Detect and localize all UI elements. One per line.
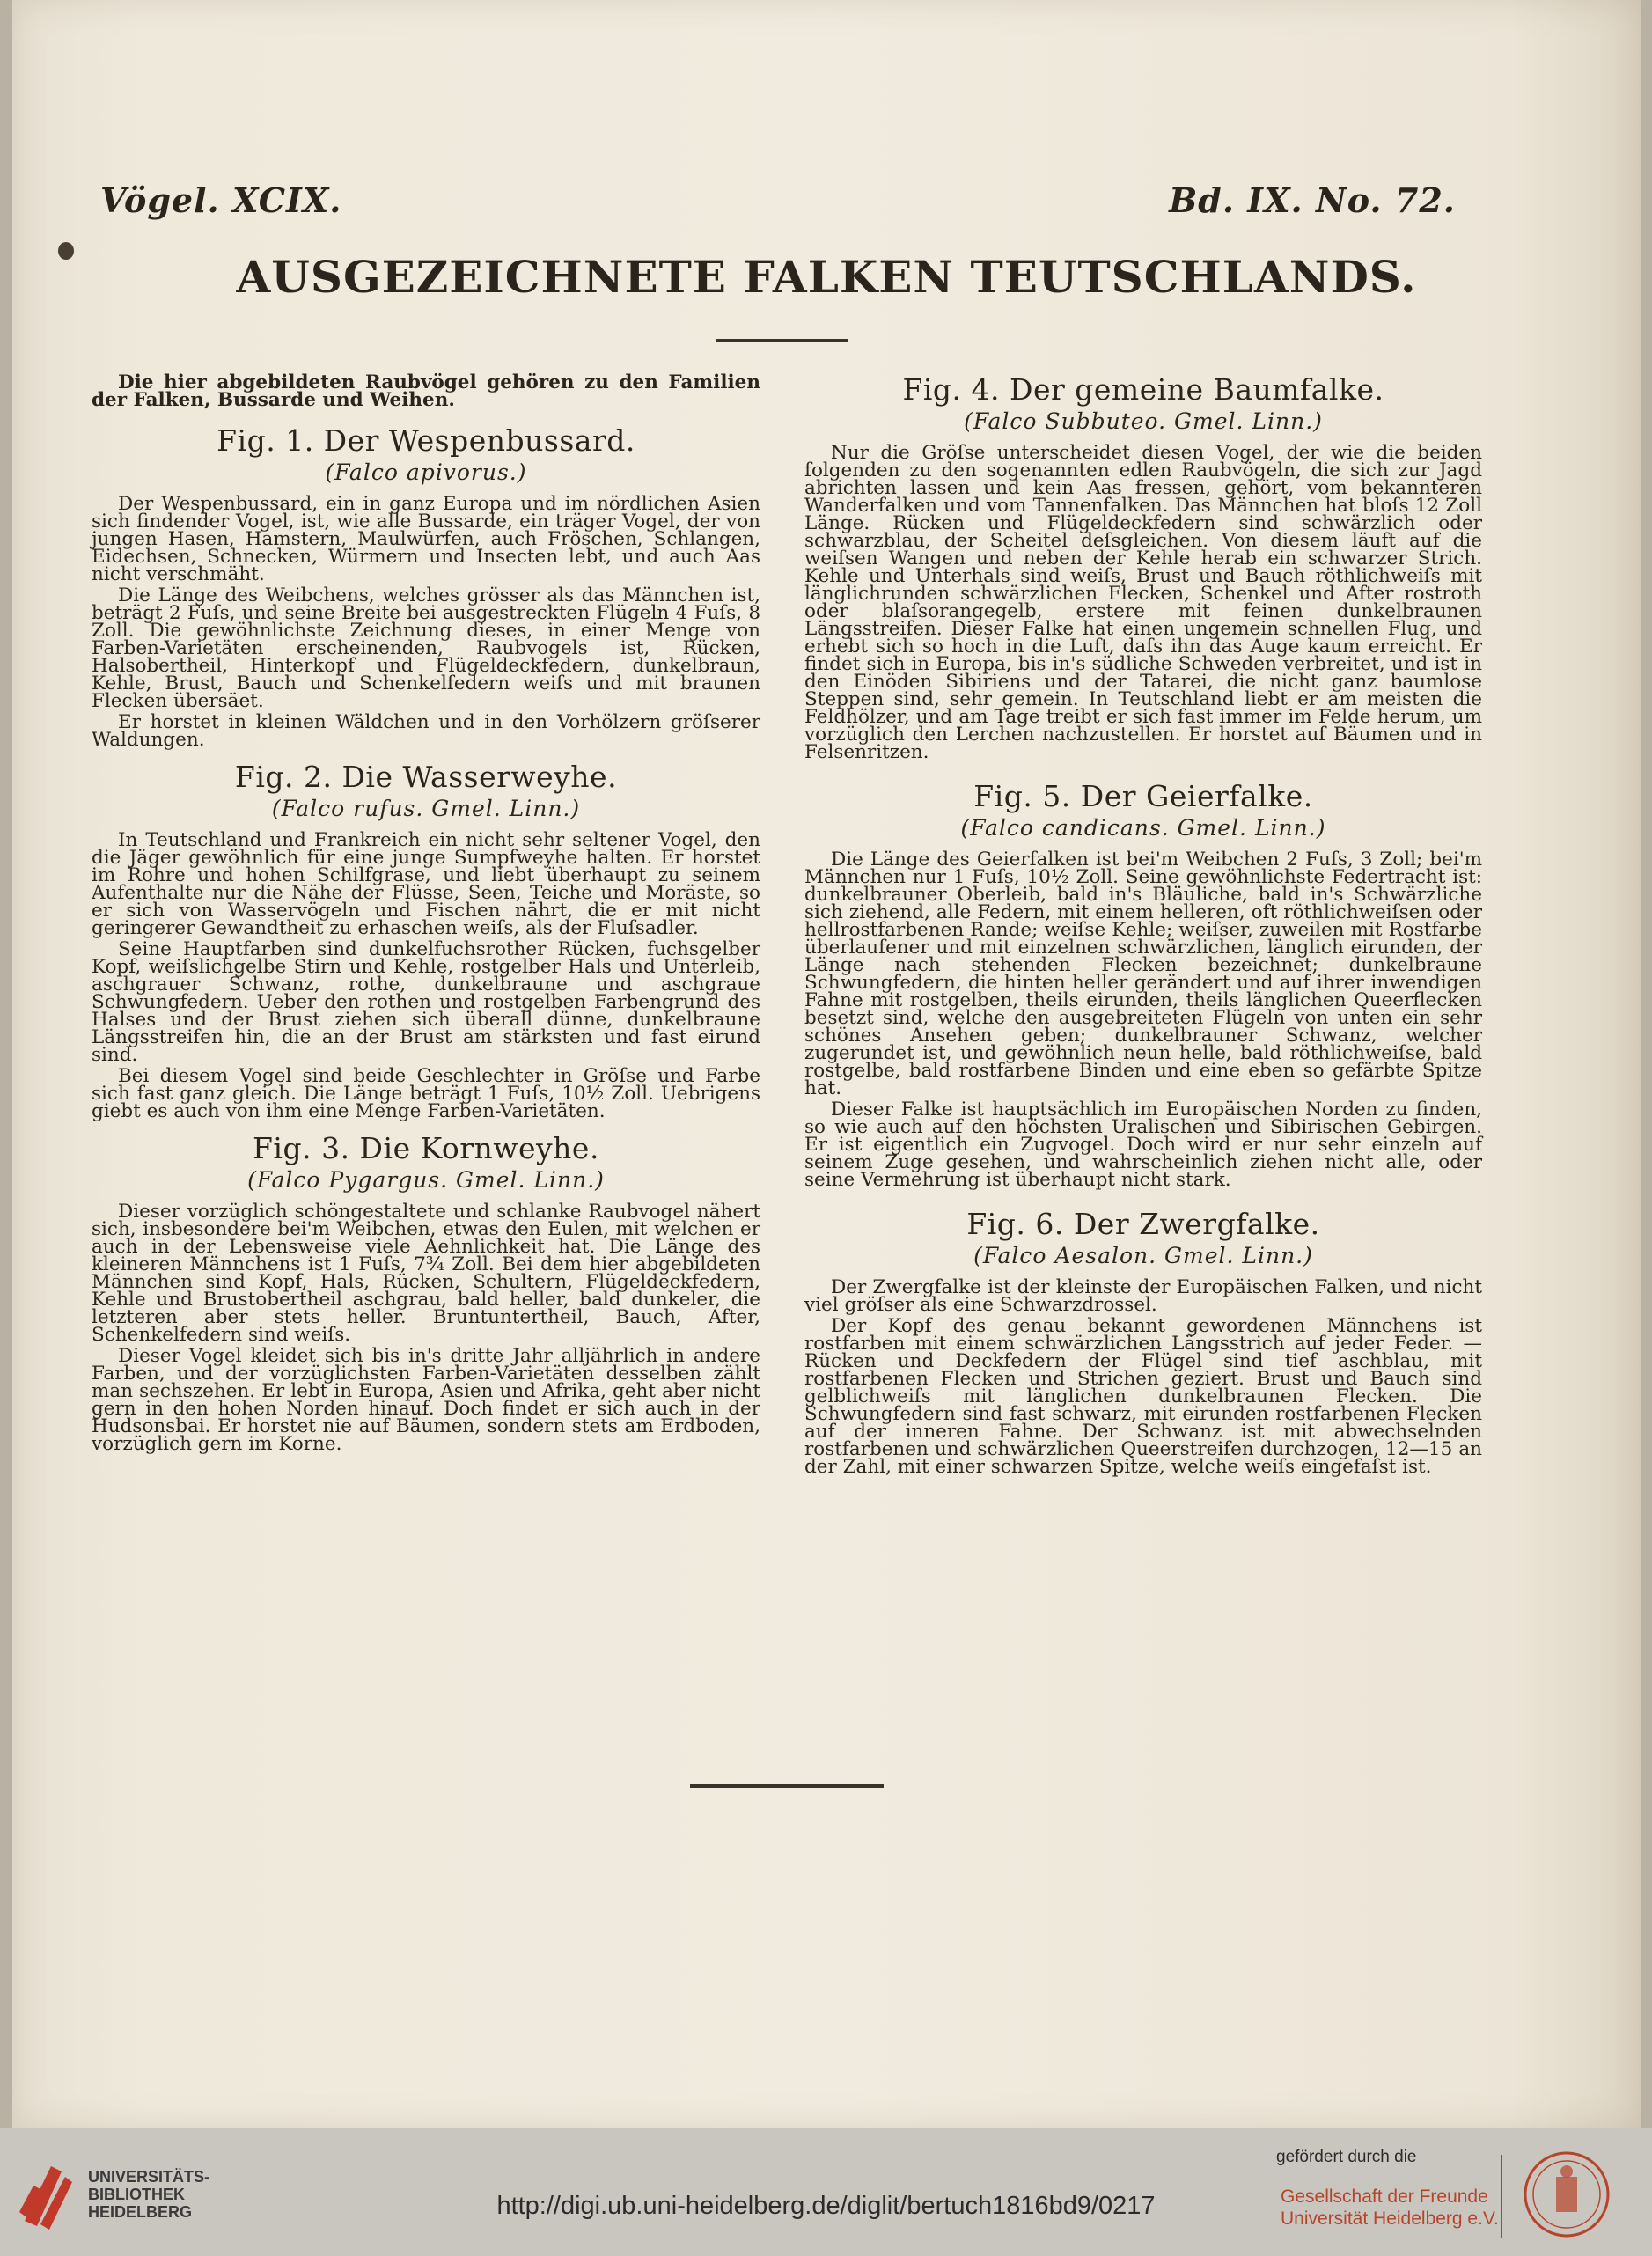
scanned-page xyxy=(12,0,1641,2128)
library-footer xyxy=(0,2128,1652,2256)
fig4-paragraph: Nur die Gröſse unterscheidet diesen Vogel, der wie die beiden folgenden zu den sogenannten edlen Raubvögeln, die sich zur Jagd abrichten lassen und kein Aas fressen, gehört, vom bekannteren Wanderfalken und vom Tannenfalken. Das Männchen hat bloſs 12 Zoll Länge. Rücken und Flügeldeckfedern sind schwärzlich oder schwarzblau, der Scheitel deſsgleichen. Von diesem läuft auf die weiſsen Wangen und neben der Kehle herab ein schwarzer Strich. Kehle und Unterhals sind weiſs, Brust und Bauch röthlichweiſs mit länglichrunden schwärzlichen Flecken, Schenkel und After rostroth oder blaſsorangegelb, erstere mit feinen dunkelbraunen Längsstreifen. Dieser Falke hat einen ungemein schnellen Flug, und erhebt sich so hoch in die Luft, daſs ihn das Auge kaum erreicht. Er findet sich in Europa, bis in's südliche Schweden verbreitet, und ist in den Einöden Sibiriens und der Tatarei, die nicht ganz baumlose Steppen sind, sehr gemein. In Teutschland liebt er am meisten die Feldhölzer, und am Tage treibt er sich fast immer im Felde herum, um vorzüglich den Lerchen nachzustellen. Er horstet auf Bäumen und in Felsenritzen. xyxy=(804,442,1482,763)
fig6-subtitle: (Falco Aesalon. Gmel. Linn.) xyxy=(973,1243,1313,1268)
fig6-title: Fig. 6. Der Zwergfalke. xyxy=(966,1207,1320,1241)
fig2-subtitle: (Falco rufus. Gmel. Linn.) xyxy=(271,796,581,821)
fig1-subtitle: (Falco apivorus.) xyxy=(325,459,527,485)
fig5-paragraph: Die Länge des Geierfalken ist bei'm Weibchen 2 Fuſs, 3 Zoll; bei'm Männchen nur 1 Fuſs, 10½ Zoll. Seine gewöhnlichste Federtracht ist: dunkelbrauner Oberleib, bald in's Bläuliche, bald in's Schwärzliche sich ziehend, alle Federn, mit einem helleren, oft röthlichweiſsen oder hellrostfarbenen Rande; weiſse Kehle; weiſser, zuweilen mit Rostfarbe überlaufener und mit einzelnen schwärzlichen, länglich eirunden, der Länge nach stehenden Flecken bezeichnet; dunkelbraune Schwungfedern, die hinten heller gerändert und auf ihrer inwendigen Fahne mit rostgelben, theils eirunden, theils länglichen Queerflecken besetzt sind, welche den ausgebreiteten Flügeln von unten ein sehr schönes Ansehen geben; dunkelbrauner Schwanz, welcher zugerundet ist, und gewöhnlich neun helle, bald röthlichweiſse, bald rostgelbe, bald rostfarbene Binden und eine eben so gefärbte Spitze hat. xyxy=(804,849,1482,1099)
sponsor-divider xyxy=(1501,2155,1502,2238)
header-volume-left: Vögel. XCIX. xyxy=(100,180,342,220)
university-seal-icon xyxy=(1523,2150,1611,2238)
left-column xyxy=(92,371,760,1457)
fig2-paragraph: Seine Hauptfarben sind dunkelfuchsrother Rücken, fuchsgelber Kopf, weiſslichgelbe Stirn und Kehle, rostgelber Hals und Unterleib, aschgrauer Schwanz, rothe, dunkelbraune und aschgraue Schwungfedern. Ueber den rothen und rostgelben Farbengrund des Halses und der Brust ziehen sich überall dünne, dunkelbraune Längsstreifen hin, die an der Brust am stärksten und fast eirund sind. xyxy=(92,938,760,1066)
fig3-paragraph: Dieser vorzüglich schöngestaltete und schlanke Raubvogel nähert sich, insbesondere bei'm Weibchen, etwas den Eulen, mit welchen er auch in der Lebensweise viele Aehnlichkeit hat. Die Länge des kleineren Männchens ist 1 Fuſs, 7¾ Zoll. Bei dem hier abgebildeten Männchen sind Kopf, Hals, Rücken, Schultern, Flügeldeckfedern, Kehle und Brustobertheil aschgrau, bald heller, bald dunkeler, die letzteren aber stets heller. Bruntuntertheil, Bauch, After, Schenkelfedern sind weiſs. xyxy=(92,1201,760,1346)
library-name-line: HEIDELBERG xyxy=(88,2203,193,2221)
sponsor-name xyxy=(1281,2186,1499,2230)
fig3-title: Fig. 3. Die Kornweyhe. xyxy=(253,1131,599,1165)
fig5-paragraph: Dieser Falke ist hauptsächlich im Europäischen Norden zu finden, so wie auch auf den höchsten Uralischen und Sibirischen Gebirgen. Er ist eigentlich ein Zugvogel. Doch wird er nur sehr einzeln auf seinem Zuge gesehen, und wahrscheinlich ziehen nicht alle, oder seine Vermehrung ist überhaupt nicht stark. xyxy=(804,1099,1482,1191)
fig1-title: Fig. 1. Der Wespenbussard. xyxy=(217,423,635,458)
fig1-paragraph: Der Wespenbussard, ein in ganz Europa und im nördlichen Asien sich findender Vogel, ist, wie alle Bussarde, ein träger Vogel, der von jungen Hasen, Hamstern, Maulwürfen, auch Fröschen, Schlangen, Eidechsen, Schnecken, Würmern und Insecten lebt, und auch Aas nicht verschmäht. xyxy=(92,493,760,585)
library-name-line: UNIVERSITÄTS- xyxy=(88,2168,210,2186)
intro-paragraph: Die hier abgebildeten Raubvögel gehören zu den Familien der Falken, Bussarde und Weihen. xyxy=(92,371,760,411)
title-divider xyxy=(716,339,848,342)
fig2-paragraph: Bei diesem Vogel sind beide Geschlechter in Gröſse und Farbe sich fast ganz gleich. Die Länge beträgt 1 Fuſs, 10½ Zoll. Uebrigens giebt es auch von ihm eine Menge Farben-Varietäten. xyxy=(92,1065,760,1122)
sponsor-line: Universität Heidelberg e.V. xyxy=(1281,2208,1499,2229)
sponsor-caption: gefördert durch die xyxy=(1276,2148,1417,2166)
library-name-line: BIBLIOTHEK xyxy=(88,2186,185,2203)
fig6-paragraph: Der Zwergfalke ist der kleinste der Europäischen Falken, und nicht viel gröſser als eine Schwarzdrossel. xyxy=(804,1276,1482,1316)
fig3-paragraph: Dieser Vogel kleidet sich bis in's dritte Jahr alljährlich in andere Farben, und der vorzüglichsten Farben-Varietäten desselben zählt man sechszehen. Er lebt in Europa, Asien und Afrika, geht aber nicht gern in den hohen Norden hinauf. Doch findet er sich auch in der Hudsonsbai. Er horstet nie auf Bäumen, sondern stets am Erdboden, vorzüglich gern im Korne. xyxy=(92,1345,760,1455)
header-volume-right: Bd. IX. No. 72. xyxy=(1169,180,1456,220)
fig1-paragraph: Die Länge des Weibchens, welches grösser als das Männchen ist, beträgt 2 Fuſs, und seine Breite bei ausgestreckten Flügeln 4 Fuſs, 8 Zoll. Die gewöhnlichste Zeichnung dieses, in einer Menge von Farben-Varietäten erscheinenden, Raubvogels ist, Rücken, Halsobertheil, Hinterkopf und Flügeldeckfedern, dunkelbraun, Kehle, Brust, Bauch und Schenkelfedern weiſs und mit braunen Flecken übersäet. xyxy=(92,584,760,712)
page-title: AUSGEZEICHNETE FALKEN TEUTSCHLANDS. xyxy=(236,251,1417,303)
fig2-paragraph: In Teutschland und Frankreich ein nicht sehr seltener Vogel, den die Jäger gewöhnlich für eine junge Sumpfweyhe halten. Er horstet im Rohre und hohen Schilfgrase, und liebt überhaupt zu seinem Aufenthalte nur die Nähe der Flüsse, Seen, Teiche und Moräste, so er sich von Wasservögeln und Fischen nährt, die er mit nicht geringerer Gewandtheit zu erhaschen weiſs, als der Fluſsadler. xyxy=(92,829,760,939)
sponsor-line: Gesellschaft der Freunde xyxy=(1281,2186,1488,2207)
fig2-title: Fig. 2. Die Wasserweyhe. xyxy=(234,760,618,794)
fig5-title: Fig. 5. Der Geierfalke. xyxy=(973,779,1313,813)
fig4-title: Fig. 4. Der gemeine Baumfalke. xyxy=(902,372,1384,407)
fig6-paragraph: Der Kopf des genau bekannt gewordenen Männchens ist rostfarben mit einem schwärzlichen Längsstrich auf jeder Feder. — Rücken und Deckfedern der Flügel sind tief aschblau, mit rostfarbenen Flecken und Strichen geziert. Brust und Bauch sind gelblichweiſs mit länglichen dunkelbraunen Flecken. Die Schwungfedern sind fast schwarz, mit eirunden rostfarbenen Flecken auf der inneren Fahne. Der Schwanz ist mit abwechselnden rostfarbenen und schwärzlichen Queerstreifen durchzogen, 12—15 an der Zahl, mit einer schwarzen Spitze, welche weiſs eingefaſst ist. xyxy=(804,1315,1482,1478)
fig1-paragraph: Er horstet in kleinen Wäldchen und in den Vorhölzern gröſserer Waldungen. xyxy=(92,711,760,751)
fig5-subtitle: (Falco candicans. Gmel. Linn.) xyxy=(960,815,1326,841)
right-column xyxy=(804,374,1482,1480)
permalink[interactable]: http://digi.ub.uni-heidelberg.de/diglit/bertuch1816bd9/0217 xyxy=(496,2192,1156,2220)
fig3-subtitle: (Falco Pygargus. Gmel. Linn.) xyxy=(247,1167,605,1193)
closing-divider xyxy=(690,1784,884,1788)
fig4-subtitle: (Falco Subbuteo. Gmel. Linn.) xyxy=(964,408,1323,434)
